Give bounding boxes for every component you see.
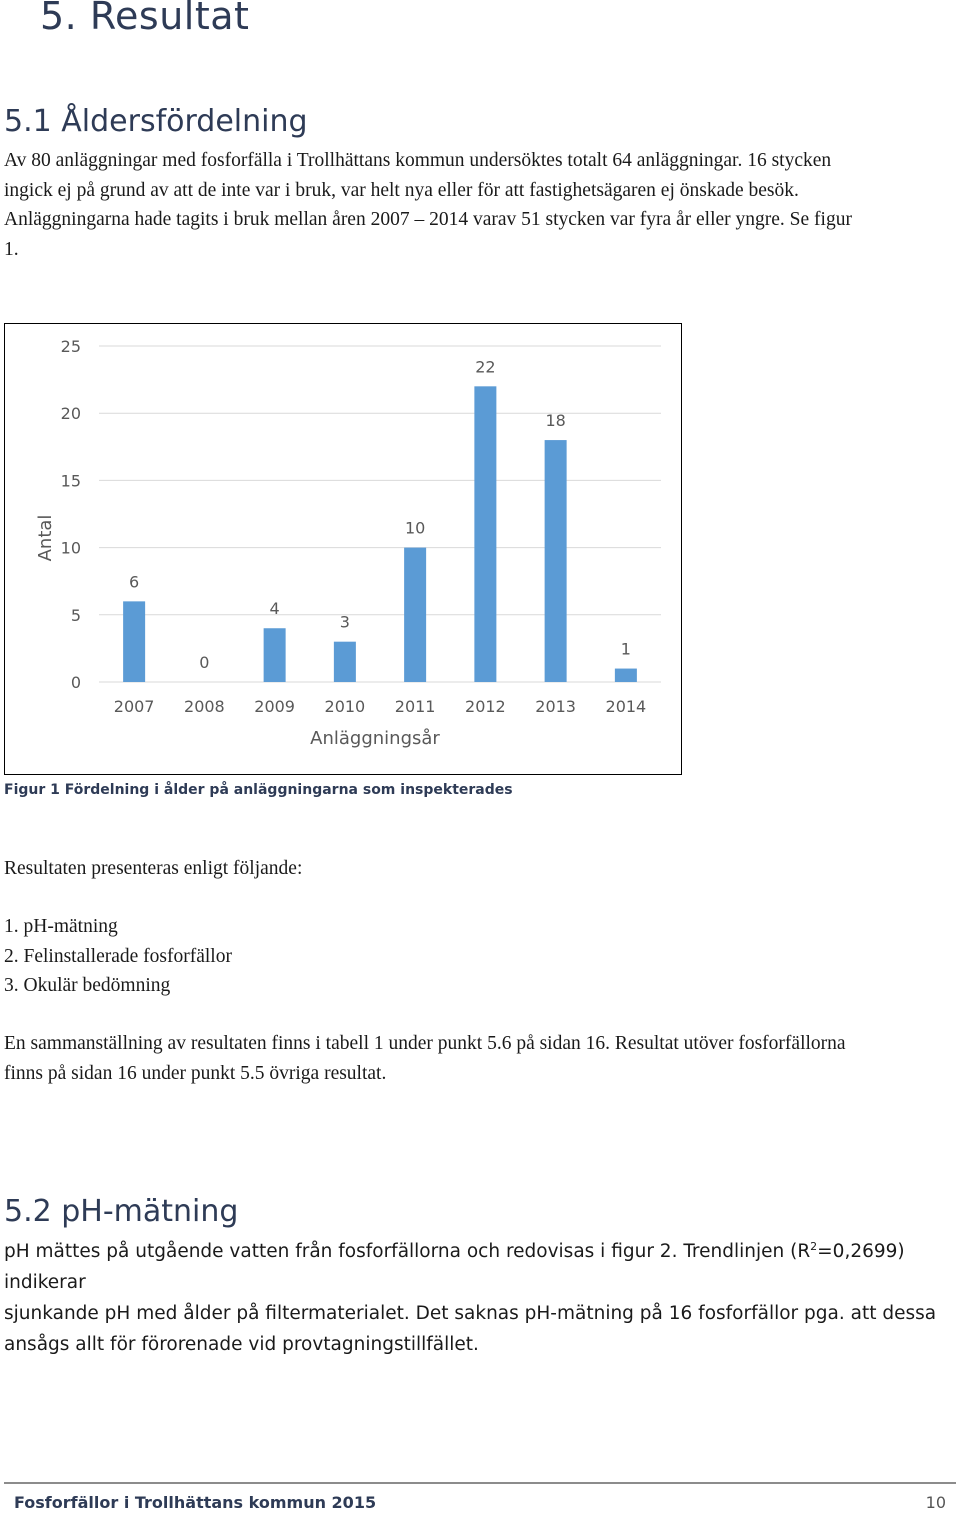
paragraph-line: sjunkande pH med ålder på filtermaterialet. Det saknas pH-mätning på 16 fosforfällor pga. att dessa xyxy=(4,1303,937,1324)
data-label: 10 xyxy=(404,518,426,538)
ph-line-part: =0,2699) indikerar xyxy=(4,1241,905,1293)
y-axis-title: Antal xyxy=(35,514,56,562)
x-tick-label: 2010 xyxy=(324,697,366,716)
x-tick-label: 2009 xyxy=(254,697,295,716)
bar xyxy=(545,440,567,682)
x-tick-label: 2012 xyxy=(465,697,506,716)
intro-line: Resultaten presenteras enligt följande: xyxy=(4,858,303,879)
list-item: 2. Felinstallerade fosforfällor xyxy=(4,945,232,967)
x-tick-label: 2013 xyxy=(535,697,576,716)
section-title: 5. Resultat xyxy=(40,0,250,38)
paragraph-line: ansågs allt för förorenade vid provtagningstillfället. xyxy=(4,1334,479,1355)
page-number: 10 xyxy=(925,1493,946,1512)
x-tick-label: 2014 xyxy=(605,697,647,716)
paragraph-line: 1. xyxy=(4,238,19,260)
x-tick-label: 2008 xyxy=(184,697,225,716)
paragraph-line: En sammanställning av resultaten finns i tabell 1 under punkt 5.6 på sidan 16. Resultat utöver fosforfällorna xyxy=(4,1033,846,1054)
data-label: 3 xyxy=(339,612,350,632)
list-item: 3. Okulär bedömning xyxy=(4,975,171,996)
data-label: 1 xyxy=(620,639,631,659)
ph-paragraph xyxy=(4,1236,960,1360)
age-paragraph xyxy=(4,146,852,264)
bar xyxy=(123,601,145,682)
figure-caption: Figur 1 Fördelning i ålder på anläggningarna som inspekterades xyxy=(4,782,513,798)
paragraph-line: finns på sidan 16 under punkt 5.5 övriga resultat. xyxy=(4,1062,387,1084)
age-bar-chart xyxy=(4,323,682,775)
x-tick-label: 2011 xyxy=(394,697,436,716)
data-label: 6 xyxy=(129,572,140,592)
y-tick-label: 25 xyxy=(60,337,81,356)
ph-line-part: pH mättes på utgående vatten från fosforfällorna och redovisas i figur 2. Trendlinjen (R xyxy=(4,1241,811,1262)
data-label: 22 xyxy=(475,357,496,377)
y-tick-label: 5 xyxy=(70,605,81,625)
chart-canvas xyxy=(5,324,681,774)
paragraph-line: ingick ej på grund av att de inte var i bruk, var helt nya eller för att fastighetsägaren ej önskade besök. xyxy=(4,179,799,201)
y-tick-label: 15 xyxy=(60,471,81,491)
bar xyxy=(615,669,637,682)
y-tick-label: 20 xyxy=(60,404,81,424)
bar xyxy=(474,386,496,682)
result-list xyxy=(4,912,232,1001)
summary-paragraph xyxy=(4,1029,846,1088)
data-label: 0 xyxy=(199,653,210,672)
superscript: 2 xyxy=(810,1239,818,1253)
paragraph-line: Anläggningarna hade tagits i bruk mellan åren 2007 – 2014 varav 51 stycken var fyra år eller yngre. Se figur xyxy=(4,209,852,230)
x-axis-title: Anläggningsår xyxy=(310,728,440,749)
paragraph-line xyxy=(4,1236,960,1298)
y-tick-label: 0 xyxy=(70,673,81,692)
bar xyxy=(264,628,286,682)
subsection-title-age: 5.1 Åldersfördelning xyxy=(4,104,308,139)
y-tick-label: 10 xyxy=(60,538,81,558)
bar xyxy=(334,642,356,682)
footer-title: Fosforfällor i Trollhättans kommun 2015 xyxy=(14,1493,377,1512)
x-tick-label: 2007 xyxy=(113,697,155,716)
list-item: 1. pH-mätning xyxy=(4,916,118,937)
paragraph-line: Av 80 anläggningar med fosforfälla i Trollhättans kommun undersöktes totalt 64 anläggningar. 16 stycken xyxy=(4,150,832,171)
data-label: 4 xyxy=(269,599,280,619)
bar xyxy=(404,548,426,682)
subsection-title-ph: 5.2 pH-mätning xyxy=(4,1194,239,1229)
data-label: 18 xyxy=(545,411,566,431)
footer-rule xyxy=(4,1482,956,1484)
